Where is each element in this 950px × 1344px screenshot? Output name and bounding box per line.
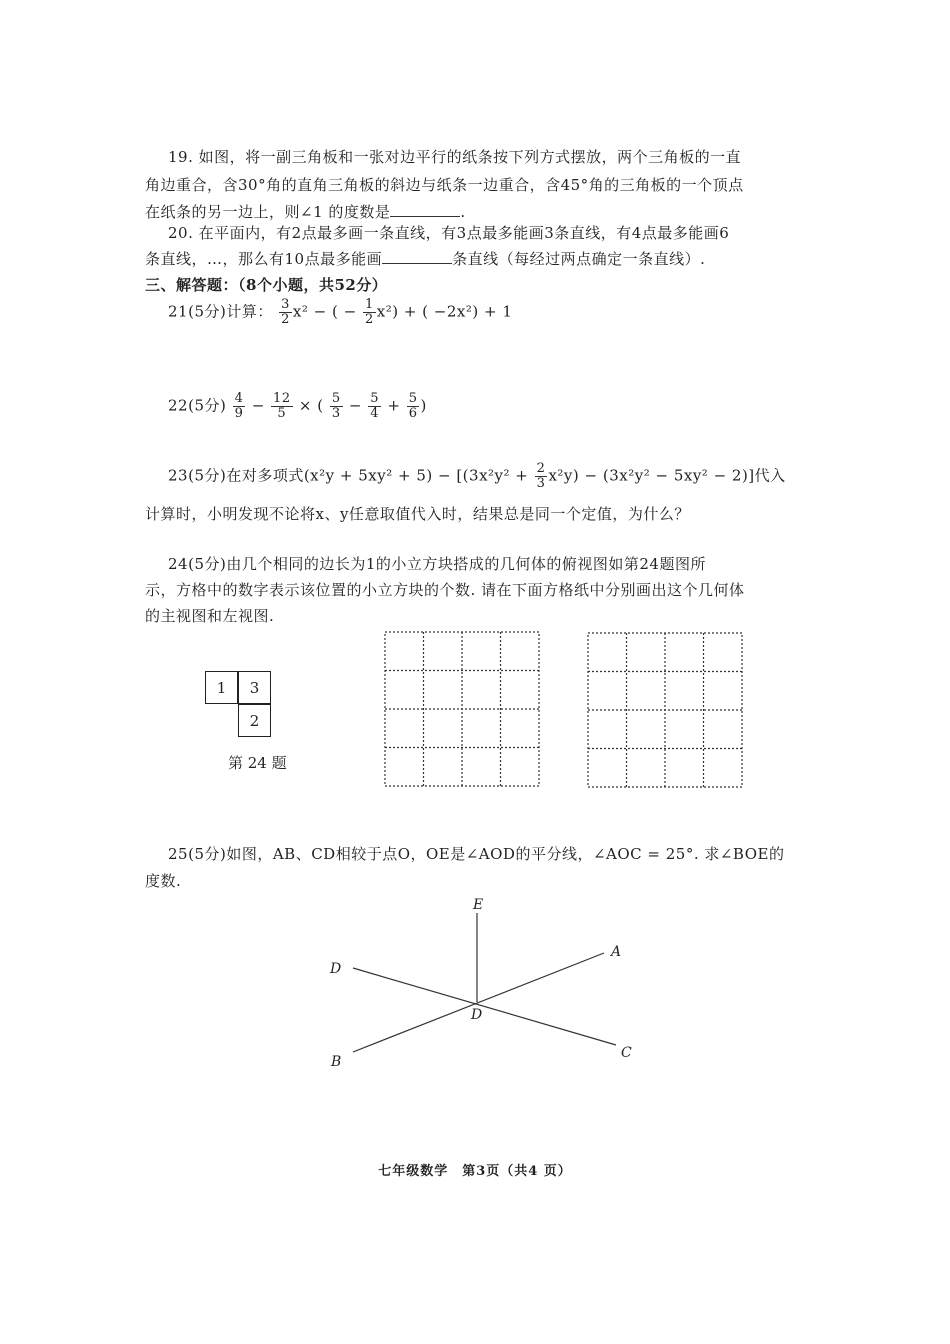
label-o: D (471, 1007, 483, 1023)
q21-expression (168, 298, 512, 327)
q20-line2 (145, 248, 705, 269)
line-ab (353, 953, 604, 1052)
q19-line3-text: 在纸条的另一边上，则∠1 的度数是 (145, 203, 391, 221)
q24-line3: 的主视图和左视图. (145, 607, 275, 625)
q24-line2: 示，方格中的数字表示该位置的小立方块的个数. 请在下面方格纸中分别画出这个几何体 (145, 581, 745, 599)
q24-cell-2: 3 (238, 671, 271, 704)
q22-op3: − (348, 396, 362, 415)
q25-angle-figure (320, 895, 640, 1075)
q22-fraction-a: $\frac{4}{9}$ (234, 391, 244, 421)
q22-fraction-c: $\frac{5}{3}$ (331, 391, 341, 421)
q20-line2-end: 条直线（每经过两点确定一条直线）. (452, 250, 706, 268)
q24-line1: 24(5分)由几个相同的边长为1的小立方块搭成的几何体的俯视图如第24题图所 (168, 555, 706, 573)
left-view-grid[interactable] (586, 631, 746, 789)
q23-suffix: x²y) − (3x²y² − 5xy² − 2)]代入 (548, 466, 786, 485)
q22-fraction-e: $\frac{5}{6}$ (408, 391, 418, 421)
q21-fraction-2: $\frac{1}{2}$ (364, 297, 374, 327)
q21-part1: x² − ( − (292, 302, 357, 321)
q21-prefix: 21(5分)计算： (168, 302, 273, 321)
q22-op4: + (387, 396, 401, 415)
front-view-grid[interactable] (383, 630, 543, 788)
label-e: E (473, 897, 484, 913)
q22-close: ) (420, 396, 427, 415)
q22-fraction-b: $\frac{12}{5}$ (273, 391, 291, 421)
q19-line3 (145, 201, 466, 222)
page-footer: 七年级数学 第3页（共4 页） (378, 1164, 572, 1179)
q21-part2: x²) + ( −2x²) + 1 (376, 302, 513, 321)
q21-fraction-1: $\frac{3}{2}$ (281, 297, 290, 327)
q22-op2: × ( (298, 396, 324, 415)
q19-answer-blank[interactable] (390, 202, 460, 217)
q22-prefix: 22(5分) (168, 396, 227, 415)
q19-line3-end: . (460, 203, 466, 221)
q22-op1: − (251, 396, 265, 415)
q22-fraction-d: $\frac{5}{4}$ (370, 391, 380, 421)
label-d: D (330, 961, 342, 977)
q24-cell-1: 1 (205, 671, 238, 704)
q25-line2: 度数. (145, 872, 182, 890)
q23-line2: 计算时，小明发现不论将x、y任意取值代入时，结果总是同一个定值，为什么？ (145, 505, 690, 523)
q24-cell-3: 2 (238, 704, 271, 737)
q20-line2-text: 条直线，…，那么有10点最多能画 (145, 250, 383, 268)
q23-prefix: 23(5分)在对多项式(x²y + 5xy² + 5) − [(3x²y² + (168, 466, 529, 485)
q20-answer-blank[interactable] (382, 249, 452, 264)
label-a: A (611, 944, 622, 960)
q25-line1: 25(5分)如图，AB、CD相较于点O，OE是∠AOD的平分线，∠AOC = 25°. 求∠BOE的 (168, 845, 785, 863)
line-cd (353, 968, 616, 1045)
q20-line1: 20. 在平面内，有2点最多画一条直线，有3点最多能画3条直线，有4点最多能画6 (168, 224, 730, 242)
q19-line2: 角边重合，含30°角的直角三角板的斜边与纸条一边重合，含45°角的三角板的一个顶点 (145, 176, 744, 194)
q23-fraction: $\frac{2}{3}$ (536, 461, 546, 491)
q22-expression (168, 392, 427, 421)
label-b: B (331, 1054, 342, 1070)
label-c: C (621, 1045, 632, 1061)
q23-line1 (168, 462, 786, 491)
q24-figure-label: 第 24 题 (228, 754, 287, 772)
q19-line1: 19. 如图，将一副三角板和一张对边平行的纸条按下列方式摆放，两个三角板的一直 (168, 148, 742, 166)
section-heading: 三、解答题：（8个小题，共52分） (145, 276, 388, 294)
